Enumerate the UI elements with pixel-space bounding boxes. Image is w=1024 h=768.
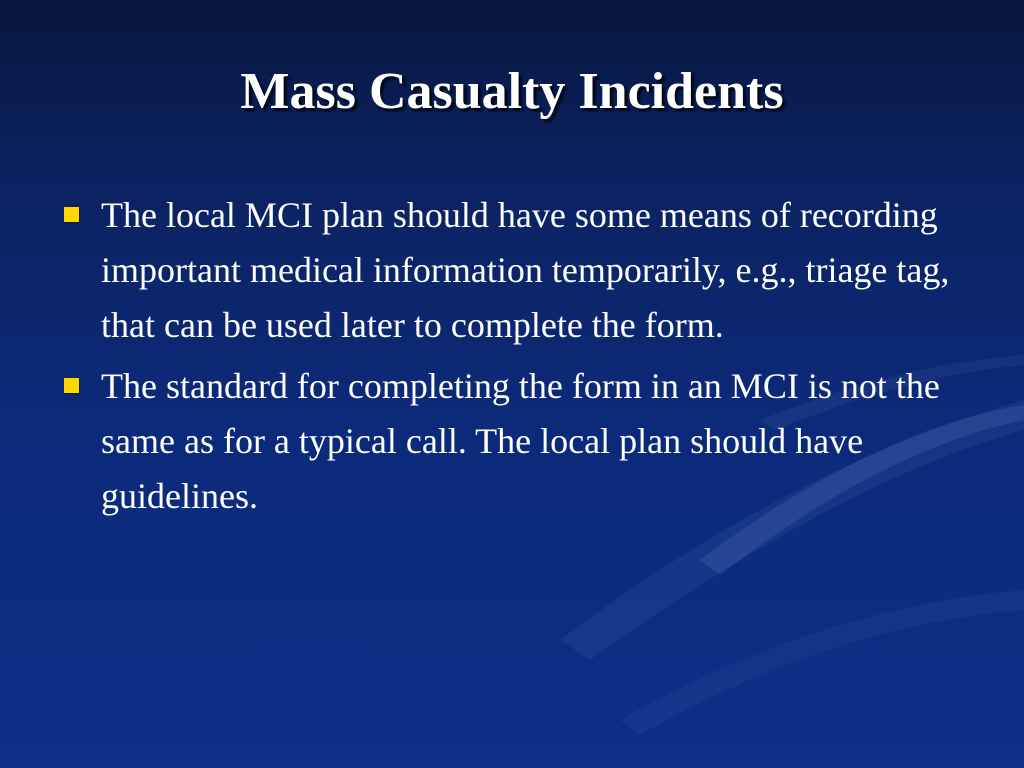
- square-bullet-icon: [64, 378, 79, 393]
- slide-title: Mass Casualty Incidents: [240, 63, 784, 120]
- bullet-item-2: [62, 359, 972, 524]
- square-bullet-icon: [64, 207, 79, 222]
- bullet-text-2: The standard for completing the form in an MCI is not the same as for a typical call. The local plan should have guidelines.: [101, 366, 940, 516]
- bullet-list: [62, 188, 972, 530]
- bullet-text-1: The local MCI plan should have some means of recording important medical information temporarily, e.g., triage tag, that can be used later to complete the form.: [101, 195, 950, 345]
- bullet-item-1: [62, 188, 972, 353]
